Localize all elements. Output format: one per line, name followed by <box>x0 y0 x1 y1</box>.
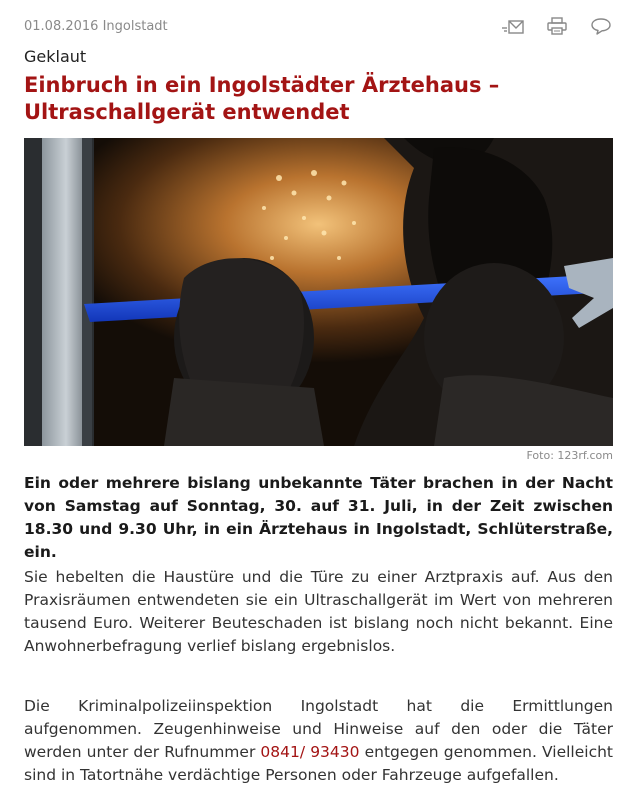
headline-line-2: Ultraschallgerät entwendet <box>24 100 350 124</box>
article-date: 01.08.2016 <box>24 18 99 34</box>
share-tools <box>501 17 613 35</box>
paragraph-2-text-before: Die Kriminalpolizeiinspektion Ingolstadt hat die Ermittlungen aufgenommen. Zeugenhinweise und Hinweise auf den oder die Täter werden unter der Rufnummer <box>24 697 613 761</box>
article-kicker: Geklaut <box>24 47 87 66</box>
photo-credit: Foto: 123rf.com <box>526 449 613 462</box>
article-lead: Ein oder mehrere bislang unbekannte Täter brachen in der Nacht von Samstag auf Sonntag, 30. auf 31. Juli, in der Zeit zwischen 18.30 und 9.30 Uhr, in ein Ärztehaus in Ingolstadt, Schlüterstraße, ein. <box>24 474 613 561</box>
article-headline <box>24 72 614 126</box>
burglar-crowbar-image <box>24 138 613 446</box>
headline-line-1: Einbruch in ein Ingolstädter Ärztehaus – <box>24 73 500 97</box>
article-photo <box>24 138 613 446</box>
email-icon[interactable] <box>501 17 525 35</box>
article-meta <box>24 19 168 34</box>
print-icon[interactable] <box>545 17 569 35</box>
phone-number-link[interactable]: 0841/ 93430 <box>260 743 360 761</box>
paragraph-2-text-after: entgegen genommen. Vielleicht sind in Tatortnähe verdächtige Personen oder Fahrzeuge aufgefallen. <box>24 743 613 784</box>
article-paragraph-1: Sie hebelten die Haustüre und die Türe zu einer Arztpraxis auf. Aus den Praxisräumen entwendeten sie ein Ultraschallgerät im Wert von mehreren tausend Euro. Weiterer Beuteschaden ist bislang noch nicht bekannt. Eine Anwohnerbefragung verlief bislang ergebnislos. <box>24 568 613 655</box>
article-paragraph-2 <box>24 695 613 787</box>
article-location: Ingolstadt <box>102 18 168 34</box>
comment-icon[interactable] <box>589 17 613 35</box>
article-topbar <box>24 14 613 38</box>
